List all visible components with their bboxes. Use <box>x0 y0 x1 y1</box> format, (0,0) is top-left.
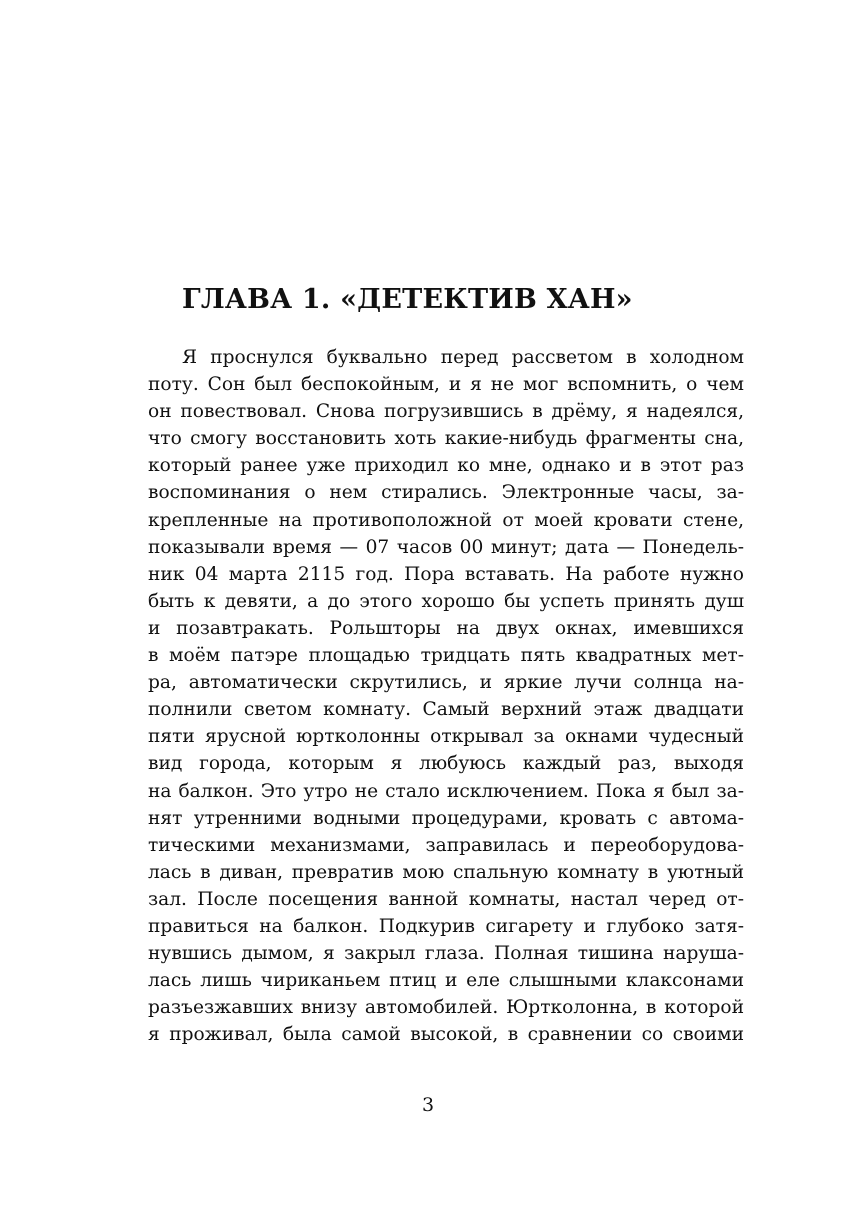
text-line: в моём патэре площадью тридцать пять квадратных мет- <box>148 645 744 667</box>
text-line: который ранее уже приходил ко мне, однако и в этот раз <box>148 455 744 477</box>
text-line: и позавтракать. Рольшторы на двух окнах, имевшихся <box>148 617 744 639</box>
text-line: лась лишь чириканьем птиц и еле слышными клаксонами <box>148 970 744 992</box>
text-line: крепленные на противоположной от моей кровати стене, <box>148 509 744 531</box>
page-number: 3 <box>421 1094 435 1116</box>
text-line: нят утренними водными процедурами, кровать с автома- <box>148 807 744 829</box>
text-line: пяти ярусной юртколонны открывал за окнами чудесный <box>148 726 744 748</box>
chapter-title: ГЛАВА 1. «ДЕТЕКТИВ ХАН» <box>182 284 633 315</box>
text-line: зал. После посещения ванной комнаты, настал черед от- <box>148 888 744 910</box>
text-line: полнили светом комнату. Самый верхний этаж двадцати <box>148 699 744 721</box>
text-line: поту. Сон был беспокойным, и я не мог вспомнить, о чем <box>148 374 744 396</box>
text-line: быть к девяти, а до этого хорошо бы успеть принять душ <box>148 590 744 612</box>
text-line: ник 04 марта 2115 год. Пора вставать. На работе нужно <box>148 563 744 585</box>
text-line: что смогу восстановить хоть какие-нибудь фрагменты сна, <box>148 428 744 450</box>
text-line: правиться на балкон. Подкурив сигарету и глубоко затя- <box>148 915 744 937</box>
text-line: он повествовал. Снова погрузившись в дрёму, я надеялся, <box>148 401 744 423</box>
text-line: показывали время — 07 часов 00 минут; дата — Понедель- <box>148 536 744 558</box>
text-line: ра, автоматически скрутились, и яркие лучи солнца на- <box>148 672 744 694</box>
text-line: Я проснулся буквально перед рассветом в холодном <box>182 347 744 368</box>
paragraph-text <box>148 344 744 1048</box>
text-line: воспоминания о нем стирались. Электронные часы, за- <box>148 482 744 504</box>
text-line: на балкон. Это утро не стало исключением. Пока я был за- <box>148 780 744 802</box>
text-line: вид города, которым я любуюсь каждый раз, выходя <box>148 753 744 775</box>
text-line: нувшись дымом, я закрыл глаза. Полная тишина наруша- <box>148 943 744 965</box>
text-line: тическими механизмами, заправилась и переоборудова- <box>148 834 744 856</box>
text-line: разъезжавших внизу автомобилей. Юртколонна, в которой <box>148 997 744 1019</box>
text-line: лась в диван, превратив мою спальную комнату в уютный <box>148 861 744 883</box>
text-line: я проживал, была самой высокой, в сравнении со своими <box>148 1024 744 1046</box>
